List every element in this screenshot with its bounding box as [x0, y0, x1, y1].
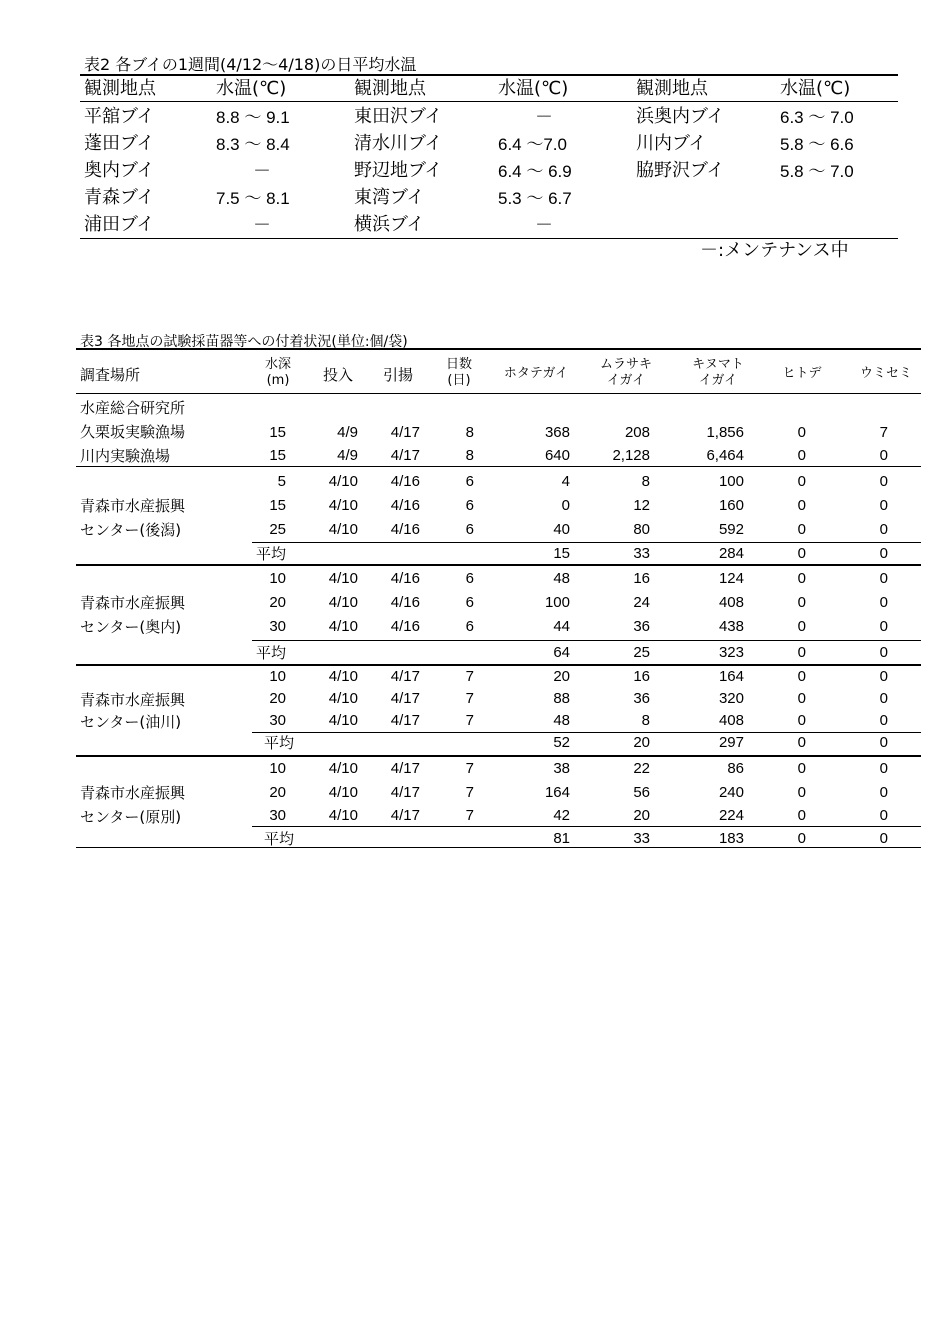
table3-cell-out: 4/16	[390, 521, 420, 538]
table3-cell-out: 4/17	[390, 668, 420, 685]
table3-group-label: 青森市水産振興	[80, 594, 186, 612]
table2-header-station-1: 観測地点	[84, 78, 156, 99]
table3-cell-umisemi: 0	[879, 447, 888, 464]
table2-cell: 8.8 ～ 9.1	[216, 108, 290, 127]
table3-group-label: 青森市水産振興	[80, 497, 186, 515]
table3-cell-murasaki: 24	[633, 594, 650, 611]
table3-cell-umisemi: 7	[879, 424, 888, 441]
table3-location-label: 久栗坂実験漁場	[80, 423, 186, 441]
table3-cell-depth: 30	[269, 618, 286, 635]
table3-cell-murasaki: 2,128	[612, 447, 650, 464]
table2-cell: 5.8 ～ 6.6	[780, 135, 854, 154]
table3-cell-hitode: 0	[797, 712, 806, 729]
table3-cell-in: 4/9	[337, 447, 358, 464]
table3-cell-out: 4/17	[390, 690, 420, 707]
table3-cell-days: 6	[465, 594, 474, 611]
table3-cell-murasaki: 22	[633, 760, 650, 777]
table3-cell-umisemi: 0	[879, 712, 888, 729]
table3-location-label: 水産総合研究所	[80, 399, 186, 417]
table3-cell-hotate: 48	[553, 712, 570, 729]
table3-cell-depth: 15	[269, 447, 286, 464]
table3-cell-kinumato: 6,464	[706, 447, 744, 464]
table3-cell-out: 4/16	[390, 618, 420, 635]
table3-cell-depth: 20	[269, 690, 286, 707]
table3-cell-days: 6	[465, 473, 474, 490]
table3-cell-kinumato: 240	[718, 784, 744, 801]
table3-cell-out: 4/16	[390, 570, 420, 587]
table3-cell-hotate: 4	[561, 473, 570, 490]
table3-cell-depth: 15	[269, 424, 286, 441]
table3-cell-umisemi: 0	[879, 784, 888, 801]
table3-cell-umisemi: 0	[879, 668, 888, 685]
table3-cell-depth: 20	[269, 594, 286, 611]
table3-average-rule	[252, 542, 921, 543]
table3-cell-hotate: 40	[553, 521, 570, 538]
table3-cell-murasaki: 12	[633, 497, 650, 514]
table3-header-hotate: ホタテガイ	[503, 366, 569, 381]
table3-cell-days: 7	[465, 668, 474, 685]
table3-cell-umisemi: 0	[879, 473, 888, 490]
table3-average-umisemi: 0	[879, 830, 888, 847]
table3-cell-hotate: 0	[561, 497, 570, 514]
table3-cell-days: 7	[465, 807, 474, 824]
table3-header-days: 日数	[445, 357, 472, 372]
table3-cell-kinumato: 86	[727, 760, 744, 777]
table3-average-hotate: 52	[553, 734, 570, 751]
table2-cell: 野辺地ブイ	[354, 160, 443, 181]
table3-header-kinumato-2: イガイ	[698, 373, 738, 388]
table3-cell-depth: 25	[269, 521, 286, 538]
table2-cell: 6.4 ～7.0	[498, 135, 567, 154]
table3-cell-hotate: 20	[553, 668, 570, 685]
table3-cell-days: 6	[465, 618, 474, 635]
table3-cell-umisemi: 0	[879, 521, 888, 538]
table3-cell-in: 4/10	[328, 618, 358, 635]
table3-cell-hotate: 42	[553, 807, 570, 824]
table3-average-rule	[252, 732, 921, 733]
table3-header-location: 調査場所	[80, 366, 141, 384]
table3-cell-hitode: 0	[797, 521, 806, 538]
table3-cell-hotate: 44	[553, 618, 570, 635]
table3-cell-in: 4/10	[328, 690, 358, 707]
table3-cell-kinumato: 160	[718, 497, 744, 514]
table3-cell-hitode: 0	[797, 784, 806, 801]
table2-cell: 5.8 ～ 7.0	[780, 162, 854, 181]
table3-cell-depth: 30	[269, 807, 286, 824]
table3-cell-in: 4/10	[328, 594, 358, 611]
table3-average-murasaki: 33	[633, 830, 650, 847]
table2-water-temperature	[80, 74, 898, 239]
table3-cell-out: 4/16	[390, 473, 420, 490]
table3-cell-in: 4/10	[328, 497, 358, 514]
table3-cell-depth: 10	[269, 570, 286, 587]
table3-average-label: 平均	[264, 830, 295, 848]
table2-cell: 浜奥内ブイ	[636, 106, 725, 127]
table3-cell-hitode: 0	[797, 618, 806, 635]
table3-cell-kinumato: 408	[718, 594, 744, 611]
table3-average-umisemi: 0	[879, 644, 888, 661]
table3-cell-days: 6	[465, 521, 474, 538]
table3-average-rule	[252, 640, 921, 641]
table3-cell-umisemi: 0	[879, 690, 888, 707]
table3-cell-kinumato: 124	[718, 570, 744, 587]
table3-caption: 表3 各地点の試験採苗器等への付着状況(単位:個/袋)	[80, 334, 408, 350]
table2-caption: 表2 各ブイの1週間(4/12～4/18)の日平均水温	[84, 55, 417, 74]
table3-cell-umisemi: 0	[879, 618, 888, 635]
table3-cell-kinumato: 320	[718, 690, 744, 707]
table3-cell-in: 4/10	[328, 712, 358, 729]
table3-cell-depth: 10	[269, 760, 286, 777]
table3-header-depth-unit: (m)	[266, 373, 290, 388]
table3-group-label: センター(油川)	[80, 713, 182, 731]
table3-cell-hotate: 38	[553, 760, 570, 777]
table3-average-kinumato: 297	[718, 734, 744, 751]
table3-cell-days: 8	[465, 447, 474, 464]
table3-cell-hotate: 640	[544, 447, 570, 464]
table3-cell-umisemi: 0	[879, 760, 888, 777]
table3-cell-out: 4/16	[390, 497, 420, 514]
table2-cell: 6.3 ～ 7.0	[780, 108, 854, 127]
table3-cell-kinumato: 592	[718, 521, 744, 538]
table3-cell-hitode: 0	[797, 668, 806, 685]
table3-block-rule	[76, 466, 921, 467]
table3-cell-depth: 20	[269, 784, 286, 801]
table3-group-label: センター(奥内)	[80, 618, 182, 636]
table3-average-hitode: 0	[797, 644, 806, 661]
table3-cell-days: 6	[465, 497, 474, 514]
table3-cell-out: 4/17	[390, 784, 420, 801]
table3-cell-out: 4/17	[390, 424, 420, 441]
table3-header-out: 引揚	[383, 366, 414, 384]
table3-average-umisemi: 0	[879, 545, 888, 562]
table3-cell-in: 4/10	[328, 473, 358, 490]
table3-cell-murasaki: 8	[641, 473, 650, 490]
table2-note: －:メンテナンス中	[700, 240, 849, 261]
table3-average-label: 平均	[264, 734, 295, 752]
table3-cell-days: 6	[465, 570, 474, 587]
table3-cell-hitode: 0	[797, 570, 806, 587]
table3-cell-hitode: 0	[797, 760, 806, 777]
table3-cell-depth: 5	[277, 473, 286, 490]
table3-average-hitode: 0	[797, 830, 806, 847]
table2-cell: 脇野沢ブイ	[636, 160, 725, 181]
table3-cell-out: 4/17	[390, 760, 420, 777]
table3-header-in: 投入	[323, 366, 354, 384]
table3-cell-kinumato: 408	[718, 712, 744, 729]
table2-cell: 奥内ブイ	[84, 160, 155, 181]
table3-cell-umisemi: 0	[879, 594, 888, 611]
table3-cell-depth: 15	[269, 497, 286, 514]
table3-cell-kinumato: 438	[718, 618, 744, 635]
table2-header-temp-3: 水温(℃)	[780, 78, 851, 99]
table3-cell-hitode: 0	[797, 594, 806, 611]
table3-cell-kinumato: 164	[718, 668, 744, 685]
table2-cell: 清水川ブイ	[354, 133, 443, 154]
table3-cell-in: 4/10	[328, 570, 358, 587]
table3-group-rule	[76, 564, 921, 566]
table3-cell-murasaki: 20	[633, 807, 650, 824]
table2-cell: －	[535, 215, 553, 235]
table3-cell-in: 4/10	[328, 784, 358, 801]
table3-header-murasaki: ムラサキ	[599, 357, 652, 372]
table3-cell-hotate: 48	[553, 570, 570, 587]
table3-cell-in: 4/10	[328, 668, 358, 685]
table3-cell-depth: 10	[269, 668, 286, 685]
table2-cell: 川内ブイ	[636, 133, 707, 154]
table3-average-kinumato: 284	[718, 545, 744, 562]
table3-average-hitode: 0	[797, 734, 806, 751]
table3-cell-murasaki: 16	[633, 668, 650, 685]
table3-cell-out: 4/17	[390, 807, 420, 824]
table2-cell: 青森ブイ	[84, 187, 155, 208]
table3-average-hotate: 81	[553, 830, 570, 847]
table2-cell: 7.5 ～ 8.1	[216, 189, 290, 208]
table3-cell-hitode: 0	[797, 690, 806, 707]
table3-cell-in: 4/9	[337, 424, 358, 441]
table3-cell-hotate: 368	[544, 424, 570, 441]
table3-cell-hotate: 100	[544, 594, 570, 611]
table3-group-rule	[76, 847, 921, 848]
table3-cell-umisemi: 0	[879, 497, 888, 514]
table2-cell: 8.3 ～ 8.4	[216, 135, 290, 154]
table3-cell-hitode: 0	[797, 473, 806, 490]
table2-cell: 浦田ブイ	[84, 214, 155, 235]
table2-cell: 5.3 ～ 6.7	[498, 189, 572, 208]
table3-cell-days: 7	[465, 784, 474, 801]
table3-average-kinumato: 323	[718, 644, 744, 661]
table3-header-depth: 水深	[264, 357, 291, 372]
table2-cell: 平舘ブイ	[84, 106, 155, 127]
table3-group-label: 青森市水産振興	[80, 691, 186, 709]
table3-attachment-status	[76, 348, 921, 848]
table3-header-kinumato: キヌマト	[692, 357, 744, 372]
table2-header-row	[80, 76, 898, 102]
table3-cell-murasaki: 56	[633, 784, 650, 801]
table3-cell-murasaki: 8	[641, 712, 650, 729]
table2-cell: 6.4 ～ 6.9	[498, 162, 572, 181]
table3-cell-murasaki: 36	[633, 690, 650, 707]
table3-average-umisemi: 0	[879, 734, 888, 751]
table3-average-label: 平均	[256, 644, 287, 662]
table2-header-temp-1: 水温(℃)	[216, 78, 287, 99]
table3-cell-umisemi: 0	[879, 570, 888, 587]
table3-cell-hitode: 0	[797, 497, 806, 514]
table3-header-rule	[76, 393, 921, 394]
table3-cell-murasaki: 208	[624, 424, 650, 441]
table3-header-hitode: ヒトデ	[782, 366, 822, 381]
table2-cell: 東田沢ブイ	[354, 106, 443, 127]
table3-average-label: 平均	[256, 545, 287, 563]
table3-average-hotate: 64	[553, 644, 570, 661]
table3-cell-kinumato: 1,856	[706, 424, 744, 441]
table2-cell: －	[535, 107, 553, 127]
table3-average-hotate: 15	[553, 545, 570, 562]
table3-cell-hotate: 88	[553, 690, 570, 707]
table3-cell-hitode: 0	[797, 807, 806, 824]
table3-cell-murasaki: 36	[633, 618, 650, 635]
table3-cell-out: 4/17	[390, 447, 420, 464]
table3-cell-days: 8	[465, 424, 474, 441]
table3-cell-kinumato: 224	[718, 807, 744, 824]
table3-cell-hitode: 0	[797, 447, 806, 464]
table3-cell-in: 4/10	[328, 807, 358, 824]
table3-header-murasaki-2: イガイ	[606, 373, 646, 388]
table3-cell-days: 7	[465, 760, 474, 777]
table3-cell-days: 7	[465, 712, 474, 729]
table3-group-label: センター(後潟)	[80, 521, 182, 539]
table3-cell-in: 4/10	[328, 760, 358, 777]
table2-cell: －	[253, 215, 271, 235]
table3-location-label: 川内実験漁場	[80, 447, 171, 465]
table3-cell-depth: 30	[269, 712, 286, 729]
table3-average-hitode: 0	[797, 545, 806, 562]
table3-average-kinumato: 183	[718, 830, 744, 847]
table3-cell-in: 4/10	[328, 521, 358, 538]
table2-header-station-3: 観測地点	[636, 78, 708, 99]
table2-header-station-2: 観測地点	[354, 78, 426, 99]
table2-header-temp-2: 水温(℃)	[498, 78, 569, 99]
table2-cell: 東湾ブイ	[354, 187, 425, 208]
table3-average-murasaki: 20	[633, 734, 650, 751]
table3-average-rule	[252, 826, 921, 827]
table3-cell-hotate: 164	[544, 784, 570, 801]
table3-cell-hitode: 0	[797, 424, 806, 441]
table3-header-umisemi: ウミセミ	[859, 366, 912, 381]
table3-average-murasaki: 25	[633, 644, 650, 661]
table3-group-rule	[76, 664, 921, 666]
table3-cell-murasaki: 80	[633, 521, 650, 538]
table2-cell: 蓬田ブイ	[84, 133, 155, 154]
table3-cell-umisemi: 0	[879, 807, 888, 824]
table3-average-murasaki: 33	[633, 545, 650, 562]
table3-group-label: 青森市水産振興	[80, 784, 186, 802]
table3-group-label: センター(原別)	[80, 807, 182, 826]
table3-cell-days: 7	[465, 690, 474, 707]
table3-header-days-unit: (日)	[447, 373, 471, 388]
table3-cell-out: 4/17	[390, 712, 420, 729]
table2-cell: －	[253, 161, 271, 181]
table3-group-rule	[76, 755, 921, 757]
table3-cell-out: 4/16	[390, 594, 420, 611]
table3-cell-murasaki: 16	[633, 570, 650, 587]
table2-cell: 横浜ブイ	[354, 214, 425, 235]
table3-cell-kinumato: 100	[718, 473, 744, 490]
